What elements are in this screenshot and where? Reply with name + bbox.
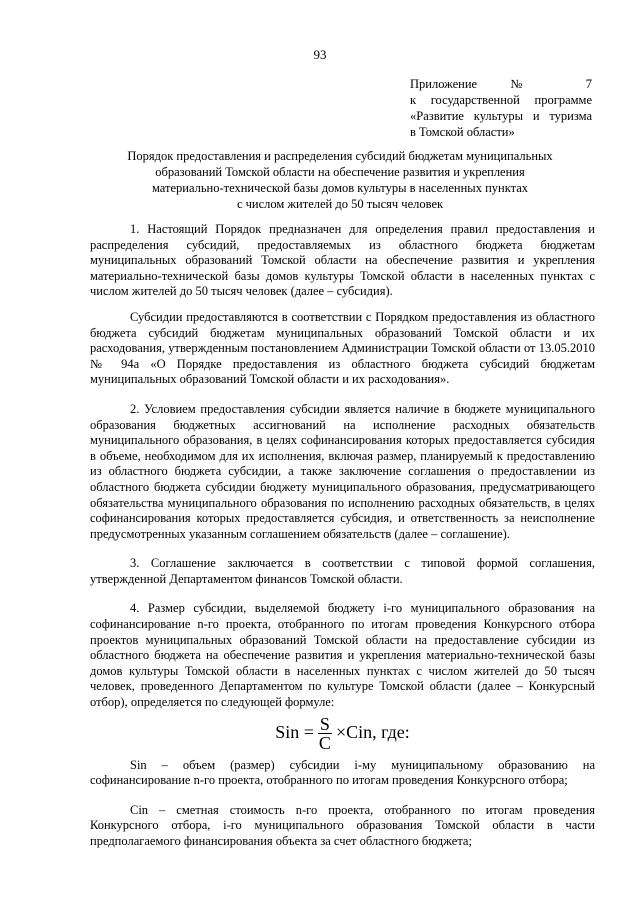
appendix-header	[410, 76, 592, 140]
page-number: 93	[313, 47, 327, 62]
paragraph-7: Cin – сметная стоимость n-го проекта, отобранного по итогам проведения Конкурсного отбора, i-го муниципального образования Томской области в части предполагаемого финансирования объекта за счет областного бюджета;	[90, 802, 595, 848]
appendix-line: «Развитие культуры и туризма	[410, 109, 592, 123]
paragraph-1: 1. Настоящий Порядок предназначен для определения правил предоставления и распределения субсидий, предоставляемых из областного бюджета бюджетам муниципальных образований Томской области на обеспечение развития и укрепления материально-технической базы домов культуры Томской области в населенных пунктах с числом жителей до 50 тысяч человек (далее – субсидия).	[90, 222, 595, 299]
document-body	[90, 222, 595, 850]
title-line: материально-технической базы домов культуры в населенных пунктах	[151, 181, 529, 195]
document-title	[90, 148, 590, 212]
appendix-line: к государственной программе	[410, 93, 592, 107]
formula-numerator: S	[319, 713, 330, 734]
formula-fraction	[318, 715, 332, 752]
formula-rhs: ×Cin, где:	[335, 722, 410, 743]
title-line: с числом жителей до 50 тысяч человек	[236, 197, 444, 211]
paragraph-2: Субсидии предоставляются в соответствии с Порядком предоставления из областного бюджета субсидий бюджетам муниципальных образований Томской области и их расходования, утвержденным постановлением Администрации Томской области от 13.05.2010 № 94а «О Порядке предоставления из областного бюджета субсидий бюджетам муниципальных образований Томской области и их расходования».	[90, 309, 595, 387]
title-line: Порядок предоставления и распределения субсидий бюджетам муниципальных	[127, 149, 553, 163]
paragraph-5: 4. Размер субсидии, выделяемой бюджету i-го муниципального образования на софинансирование n-го проекта, отобранного по итогам проведения Конкурсного отбора проектов муниципальных образований Томской области на предоставление субсидии из областного бюджета на обеспечение развития и укрепления материально-технической базы домов культуры Томской области в населенных пунктах с числом жителей до 50 тысяч человек, проведенного Департаментом по культуре Томской области (далее – Конкурсный отбор), определяется по следующей формуле:	[90, 601, 595, 710]
appendix-line: в Томской области»	[410, 125, 515, 139]
title-line: образований Томской области на обеспечение развития и укрепления	[155, 165, 525, 179]
appendix-line: Приложение № 7	[410, 77, 592, 91]
formula-lhs: Sin =	[275, 722, 314, 743]
formula-denominator: C	[318, 732, 331, 753]
formula	[90, 715, 595, 752]
paragraph-4: 3. Соглашение заключается в соответствии с типовой формой соглашения, утвержденной Департаментом финансов Томской области.	[90, 556, 595, 586]
paragraph-6: Sin – объем (размер) субсидии i-му муниципальному образованию на софинансирование n-го проекта, отобранного по итогам проведения Конкурсного отбора;	[90, 757, 595, 788]
paragraph-3: 2. Условием предоставления субсидии является наличие в бюджете муниципального образования бюджетных ассигнований на исполнение расходных обязательств муниципального образования, в целях софинансирования которых предоставляется субсидия в объеме, необходимом для их исполнения, включая размер, планируемый к предоставлению из областного бюджета субсидии, а также заключение соглашения о предоставлении из областного бюджета субсидии бюджету муниципального образования, предусматривающего обязательства муниципального образования по исполнению расходных обязательств, в целях софинансирования которых предоставляется субсидия, и ответственность за неисполнение предусмотренных указанным соглашением обязательств (далее – соглашение).	[90, 401, 595, 541]
